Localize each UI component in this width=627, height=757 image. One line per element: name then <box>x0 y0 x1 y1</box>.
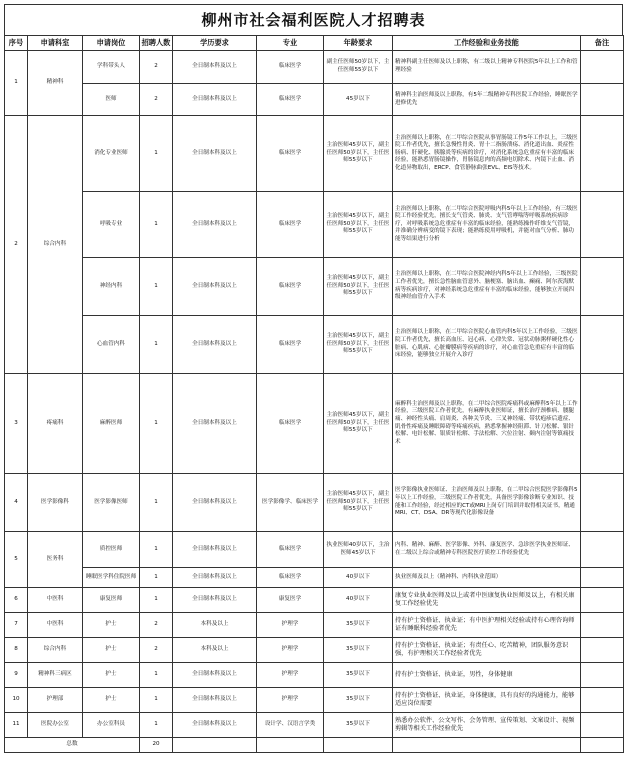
table-row <box>5 474 624 532</box>
header-dept: 申请科室 <box>28 36 83 51</box>
row-age: 35岁以下 <box>324 688 393 713</box>
row-no: 9 <box>5 663 28 688</box>
total-empty <box>173 738 257 753</box>
recruitment-table <box>4 35 624 753</box>
row-education: 全日制本科及以上 <box>173 568 257 588</box>
row-education: 全日制本科及以上 <box>173 51 257 84</box>
row-education: 全日制本科及以上 <box>173 84 257 116</box>
row-remark <box>581 638 624 663</box>
row-age: 主治医师45岁以下，副主任医师50岁以下，主任医师55岁以下 <box>324 316 393 374</box>
row-major: 护理学 <box>257 688 324 713</box>
row-age: 主治医师45岁以下，副主任医师50岁以下，主任医师55岁以下 <box>324 258 393 316</box>
row-experience: 执业医师及以上（精神科、内科执业范围） <box>393 568 581 588</box>
row-experience: 精神科主治医师及以上职称，有5年二级精神专科医院工作经验，睡眠医学进修优先 <box>393 84 581 116</box>
row-experience: 医学影像执业医师证、主治医师及以上职称，在二甲综合医院医学影像科5年以上工作经验，三级医院工作者优先，具备医学影像诊断专业知识、技能和工作经验，经过相应的CT或MRI上岗专门培训并取得相关证书，精通MRI、CT、DSA、DR等现代化影像设备 <box>393 474 581 532</box>
row-major: 临床医学 <box>257 84 324 116</box>
row-dept: 精神科三病区 <box>28 663 83 688</box>
row-remark <box>581 588 624 613</box>
row-experience: 麻醉科主治医师及以上职称，在二甲综合医院疼痛科或麻醉科5年以上工作经验，三级医院工作者优先，有麻醉执业医师证，擅长治疗颈椎病、腰腿痛、神经性头痛、肩周炎、各种关节炎、三叉神经痛、带状疱疹后遗症、肌骨性疼痛及睡眠障碍等疼痛疾病，熟悉掌握神经阻滞、针刀松解、银针松解、电针松解、银质针松解、手法松解、穴位注射、颞内注射等镇痛技术 <box>393 374 581 474</box>
total-label: 总数 <box>5 738 140 753</box>
row-major: 临床医学 <box>257 192 324 258</box>
row-education: 全日制本科及以上 <box>173 588 257 613</box>
row-remark <box>581 316 624 374</box>
row-remark <box>581 663 624 688</box>
row-age: 45岁以下 <box>324 84 393 116</box>
row-age: 副主任医师50岁以下，主任医师55岁以下 <box>324 51 393 84</box>
row-remark <box>581 474 624 532</box>
row-count: 2 <box>140 84 173 116</box>
row-experience: 持有护士资格证、执业证，身体健康，具有良好的沟通能力，能够适应岗位需要 <box>393 688 581 713</box>
row-age: 主治医师45岁以下，副主任医师50岁以下，主任医师55岁以下 <box>324 474 393 532</box>
table-row <box>5 258 624 316</box>
header-count: 招聘人数 <box>140 36 173 51</box>
row-no: 10 <box>5 688 28 713</box>
row-count: 2 <box>140 613 173 638</box>
row-major: 临床医学 <box>257 116 324 192</box>
row-remark <box>581 568 624 588</box>
row-position: 护士 <box>83 663 140 688</box>
table-row <box>5 116 624 192</box>
total-row <box>5 738 624 753</box>
row-position: 神经内科 <box>83 258 140 316</box>
row-major: 设计学、汉语言学类 <box>257 713 324 738</box>
row-no: 2 <box>5 116 28 374</box>
row-major: 临床医学 <box>257 258 324 316</box>
row-no: 5 <box>5 532 28 588</box>
row-dept: 护理部 <box>28 688 83 713</box>
row-age: 35岁以下 <box>324 638 393 663</box>
row-position: 医学影像医师 <box>83 474 140 532</box>
row-education: 全日制本科及以上 <box>173 532 257 568</box>
row-age: 主治医师45岁以下，副主任医师50岁以下，主任医师55岁以下 <box>324 374 393 474</box>
row-remark <box>581 192 624 258</box>
row-position: 办公室科员 <box>83 713 140 738</box>
row-education: 本科及以上 <box>173 613 257 638</box>
row-education: 全日制本科及以上 <box>173 713 257 738</box>
row-experience: 熟悉办公软件、公文写作、会务管理、宣传策划、文案设计、视频剪辑等相关工作经验优先 <box>393 713 581 738</box>
row-position: 护士 <box>83 613 140 638</box>
row-count: 1 <box>140 116 173 192</box>
table-row <box>5 713 624 738</box>
row-dept: 医院办公室 <box>28 713 83 738</box>
recruitment-page <box>4 4 623 753</box>
total-count: 20 <box>140 738 173 753</box>
row-education: 全日制本科及以上 <box>173 374 257 474</box>
total-empty <box>393 738 581 753</box>
row-position: 康复医师 <box>83 588 140 613</box>
table-row <box>5 688 624 713</box>
table-row <box>5 663 624 688</box>
row-position: 护士 <box>83 638 140 663</box>
table-row <box>5 374 624 474</box>
table-row <box>5 613 624 638</box>
table-row <box>5 638 624 663</box>
row-no: 6 <box>5 588 28 613</box>
row-remark <box>581 258 624 316</box>
row-major: 临床医学 <box>257 316 324 374</box>
row-position: 医师 <box>83 84 140 116</box>
row-age: 40岁以下 <box>324 568 393 588</box>
row-remark <box>581 532 624 568</box>
row-no: 3 <box>5 374 28 474</box>
row-remark <box>581 613 624 638</box>
row-count: 1 <box>140 374 173 474</box>
row-education: 全日制本科及以上 <box>173 192 257 258</box>
row-count: 2 <box>140 51 173 84</box>
row-experience: 主治医师以上职称，在二甲综合医院从事胃肠镜工作5年工作以上，三级医院工作者优先，擅长急慢性胃炎、胃十二指肠溃疡、消化道出血、炎症性肠病、肝硬化、胰腺炎等疾病的诊疗，对消化系统急危重症有丰富的临床经验，能熟悉胃肠镜操作，胃肠镜息肉的高频电切除术、内镜下止血、消化道异物取出，ERCP、食管静脉曲张EVL、EIS等技术。 <box>393 116 581 192</box>
row-no: 4 <box>5 474 28 532</box>
row-age: 主治医师45岁以下，副主任医师50岁以下，主任医师55岁以下 <box>324 116 393 192</box>
row-experience: 持有护士资格证、执业证；有责任心、吃苦精神，团队服务意识强，有护理相关工作经验者优先 <box>393 638 581 663</box>
table-row <box>5 84 624 116</box>
row-count: 1 <box>140 713 173 738</box>
row-position: 心血管内科 <box>83 316 140 374</box>
row-major: 护理学 <box>257 638 324 663</box>
row-dept: 综合内科 <box>28 116 83 374</box>
header-remark: 备注 <box>581 36 624 51</box>
row-experience: 康复专业执业医师及以上或者中医康复执业医师及以上，有相关康复工作经验优先 <box>393 588 581 613</box>
row-major: 康复医学 <box>257 588 324 613</box>
row-position: 呼吸专业 <box>83 192 140 258</box>
row-no: 8 <box>5 638 28 663</box>
row-age: 35岁以下 <box>324 663 393 688</box>
row-experience: 主治医师以上职称，在二甲综合医院呼吸内科5年以上工作经验，有三级医院工作经验优先，擅长支气管炎、肺炎、支气管哮喘等呼吸系统疾病诊疗，对呼吸系统急危重症有丰富的临床经验，能熟练操作纤维支气管镜，并准确分辨病变的镜下表现；能熟练使用呼吸机，并能对血气分析、肺功能等结果进行分析 <box>393 192 581 258</box>
row-experience: 持有护士资格证、执业证；有中医护理相关经验或持有心理咨询师证有睡眠科经验者优先 <box>393 613 581 638</box>
row-experience: 主治医师以上职称，在二甲综合医院神经内科5年以上工作经验，三级医院工作者优先，擅长急性脑血管意外、脑梗塞、脑出血、癫痫、阿尔茨海默病等疾病诊疗，对神经系统急危重症有丰富的临床经验，能够独立开展四级神经血管介入手术 <box>393 258 581 316</box>
row-education: 全日制本科及以上 <box>173 474 257 532</box>
header-row <box>5 36 624 51</box>
header-experience: 工作经验和业务技能 <box>393 36 581 51</box>
row-dept: 疼痛科 <box>28 374 83 474</box>
row-no: 11 <box>5 713 28 738</box>
row-major: 临床医学 <box>257 568 324 588</box>
row-dept: 中医科 <box>28 613 83 638</box>
row-major: 临床医学 <box>257 51 324 84</box>
row-remark <box>581 713 624 738</box>
row-age: 执业医师40岁以下，主治医师45岁以下 <box>324 532 393 568</box>
header-education: 学历要求 <box>173 36 257 51</box>
page-title: 柳州市社会福利医院人才招聘表 <box>4 4 623 35</box>
row-education: 全日制本科及以上 <box>173 663 257 688</box>
row-dept: 综合内科 <box>28 638 83 663</box>
row-major: 护理学 <box>257 613 324 638</box>
table-row <box>5 532 624 568</box>
row-experience: 持有护士资格证、执业证，男性，身体健康 <box>393 663 581 688</box>
row-major: 护理学 <box>257 663 324 688</box>
row-count: 1 <box>140 258 173 316</box>
row-age: 40岁以下 <box>324 588 393 613</box>
row-dept: 医学影像科 <box>28 474 83 532</box>
row-education: 全日制本科及以上 <box>173 116 257 192</box>
row-count: 1 <box>140 588 173 613</box>
table-row <box>5 51 624 84</box>
row-age: 35岁以下 <box>324 713 393 738</box>
row-major: 临床医学 <box>257 532 324 568</box>
row-no: 7 <box>5 613 28 638</box>
row-remark <box>581 116 624 192</box>
row-count: 1 <box>140 192 173 258</box>
table-row <box>5 568 624 588</box>
row-education: 全日制本科及以上 <box>173 258 257 316</box>
row-experience: 内科、精神、麻醉、医学影像、外科、康复医学、急诊医学执业医师证、在二级以上综合或精神专科医院医疗质控工作经验优先 <box>393 532 581 568</box>
row-education: 本科及以上 <box>173 638 257 663</box>
row-position: 消化专业医师 <box>83 116 140 192</box>
row-remark <box>581 51 624 84</box>
row-age: 35岁以下 <box>324 613 393 638</box>
row-count: 1 <box>140 663 173 688</box>
row-dept: 医务科 <box>28 532 83 588</box>
row-major: 临床医学 <box>257 374 324 474</box>
row-position: 学科带头人 <box>83 51 140 84</box>
row-remark <box>581 84 624 116</box>
row-count: 1 <box>140 474 173 532</box>
row-position: 护士 <box>83 688 140 713</box>
table-row <box>5 588 624 613</box>
row-count: 1 <box>140 568 173 588</box>
row-count: 1 <box>140 532 173 568</box>
header-major: 专业 <box>257 36 324 51</box>
row-position: 质控医师 <box>83 532 140 568</box>
row-age: 主治医师45岁以下，副主任医师50岁以下，主任医师55岁以下 <box>324 192 393 258</box>
row-experience: 主治医师以上职称，在二甲综合医院心血管内科5年以上工作经验，三级医院工作者优先，擅长高血压、冠心病、心律失常、冠状动脉粥样硬化性心脏病、心肌病、心脏瓣膜病等疾病的诊疗，对心血管急危重症有丰富的临床经验，能够独立开展介入诊疗 <box>393 316 581 374</box>
row-position: 睡眠医学科住院医师 <box>83 568 140 588</box>
row-count: 1 <box>140 688 173 713</box>
row-no: 1 <box>5 51 28 116</box>
row-dept: 中医科 <box>28 588 83 613</box>
row-education: 全日制本科及以上 <box>173 316 257 374</box>
header-age: 年龄要求 <box>324 36 393 51</box>
row-count: 1 <box>140 316 173 374</box>
header-position: 申请岗位 <box>83 36 140 51</box>
total-empty <box>581 738 624 753</box>
total-empty <box>257 738 324 753</box>
total-empty <box>324 738 393 753</box>
row-major: 医学影像学、临床医学 <box>257 474 324 532</box>
table-row <box>5 192 624 258</box>
row-dept: 精神科 <box>28 51 83 116</box>
row-remark <box>581 688 624 713</box>
row-remark <box>581 374 624 474</box>
table-row <box>5 316 624 374</box>
header-no: 序号 <box>5 36 28 51</box>
row-count: 2 <box>140 638 173 663</box>
row-experience: 精神科副主任医师及以上职称，有二级以上精神专科医院5年以上工作和管理经验 <box>393 51 581 84</box>
row-education: 全日制本科及以上 <box>173 688 257 713</box>
row-position: 麻醉医师 <box>83 374 140 474</box>
